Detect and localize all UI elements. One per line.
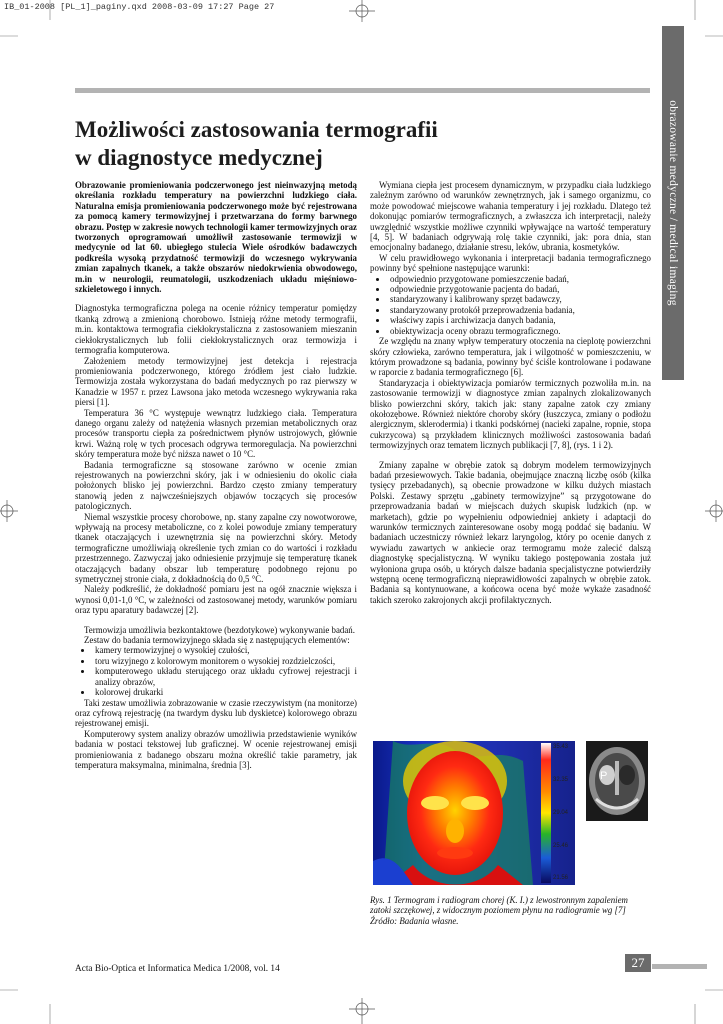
paragraph: Należy podkreślić, że dokładność pomiaru jest na ogół znacznie większa i wynosi 0,01-1,0 °C, w zależności od zastosowanej metody, warunków pomiaru oraz typu aparatury badawczej [2]. <box>75 584 357 616</box>
caption-text: Rys. 1 Termogram i radiogram chorej (K. I.) z lewostronnym zapaleniem zatoki szczękowej, z widocznym poziomem płynu na radiogramie wg [7] <box>370 895 628 916</box>
equipment-list <box>75 645 357 697</box>
figure-1 <box>370 739 651 885</box>
paragraph: Założeniem metody termowizyjnej jest detekcja i rejestracja promieniowania podczerwonego, którego źródłem jest ciało ludzkie. Termowizja została wykorzystana do badań medycznych po raz pierwszy w Kanadzie w 1957 r. przez Lawsona jako metoda wczesnego wykrywania raka piersi [1]. <box>75 355 357 408</box>
xray-marker: P <box>600 770 608 782</box>
list-item: • standaryzowany protokół przeprowadzenia badania, <box>388 305 651 315</box>
section-tab-label: obrazowanie medyczne / medical imaging <box>667 100 679 306</box>
footer-rule <box>652 964 707 969</box>
scale-label: 25.46 <box>553 843 569 849</box>
scale-label: 35.43 <box>553 744 569 750</box>
paragraph: Komputerowy system analizy obrazów umożliwia przedstawienie wyników badania w postaci tekstowej lub graficznej. W ocenie rejestrowanej emisji promieniowania z badanego obszaru można określić takie parametry, jak temperatura maksymalna, minimalna, średnia [3]. <box>75 728 357 770</box>
radiogram-image <box>586 741 648 821</box>
left-column <box>75 180 357 770</box>
right-column <box>370 180 651 605</box>
list-item: • standaryzowany i kalibrowany sprzęt badawczy, <box>388 294 651 304</box>
abstract: Obrazowanie promieniowania podczerwonego jest nieinwazyjną metodą określania rozkładu temperatury na powierzchni ludzkiego ciała. Naturalna emisja promieniowania podczerwonego może być rejestrowana za pomocą kamery termowizyjnej i przetwarzana do formy barwnego obrazu. Postęp w zakresie nowych technologii kamer termowizyjnych oraz tworzonych oprogramowań umożliwił zastosowanie termowizji w medycynie od lat 60. ubiegłego stulecia Wiele ośrodków badawczych podkreśla wysoką przydatność termowizji do wczesnego wykrywania zmian zapalnych tkanek, a także obszarów niedokrwienia obwodowego, m.in w neurologii, reumatologii, uszkodzeniach układu mięśniowo-szkieletowego i innych. <box>75 180 357 295</box>
list-item: • właściwy zapis i archiwizacja danych badania, <box>388 315 651 325</box>
title-line-1: Możliwości zastosowania termografii <box>75 117 438 142</box>
paragraph: Niemal wszystkie procesy chorobowe, np. stany zapalne czy nowotworowe, wpływają na procesy metaboliczne, co z kolei powoduje zmiany temperatury tkanek otaczających i uzewnętrznia się na powierzchni skóry. Metody termograficzne umożliwiają określenie tych zmian co do wartości i rozkładu przestrzennego. Zazwyczaj jako odniesienie przyjmuje się temperaturę tkanek otaczających badany obszar lub temperaturę podobnego rejonu po symetrycznej stronie ciała, z dokładnością do 0,5 °C. <box>75 511 357 585</box>
paragraph: Ze względu na znany wpływ temperatury otoczenia na cieplotę powierzchni skóry człowieka, zarówno temperatura, jak i wilgotność w pomieszczeniu, w którym prowadzone są badania, powinny być ściśle kontrolowane i podawane w raporcie z badania termograficznego [6]. <box>370 336 651 378</box>
list-item: • komputerowego układu sterującego oraz układu cyfrowej rejestracji i analizy obrazów, <box>93 666 357 687</box>
header-rule <box>75 88 650 93</box>
paragraph: Wymiana ciepła jest procesem dynamicznym, w przypadku ciała ludzkiego zależnym zarówno od warunków zewnętrznych, jak i samego organizmu, co może powodować miejscowe wahania temperatury i jej rozkładu. Dlatego też dokonując pomiarów termograficznych, a zwłaszcza ich interpretacji, należy uwzględnić wszystkie możliwe czynniki wpływające na wartość temperatury [4, 5]. W badaniach odgrywają rolę takie czynniki, jak: pora dnia, stan emocjonalny badanego, działanie stresu, leków, ubrania, kosmetyków. <box>370 180 651 253</box>
list-item: • kamery termowizyjnej o wysokiej czułości, <box>93 645 357 655</box>
paragraph: Taki zestaw umożliwia zobrazowanie w czasie rzeczywistym (na monitorze) oraz cyfrową rejestrację (na twardym dysku lub dyskietce) kolorowego obrazu rejestrowanej emisji. <box>75 697 357 729</box>
scale-label: 29.04 <box>553 810 569 816</box>
journal-footer: Acta Bio-Optica et Informatica Medica 1/2008, vol. 14 <box>75 964 280 974</box>
scale-label: 32.35 <box>553 777 569 783</box>
figure-caption <box>370 895 651 926</box>
paragraph: Badania termograficzne są stosowane zarówno w ocenie zmian rejestrowanych na powierzchni skóry, jak i w odniesieniu do okolic ciała położonych blisko jej powierzchni. Bardzo często zmiany temperatury stanowią jeden z najwcześniejszych objawów toczących się procesów patologicznych. <box>75 459 357 512</box>
list-item: • obiektywizacja oceny obrazu termograficznego. <box>388 326 651 336</box>
title-line-2: w diagnostyce medycznej <box>75 145 323 170</box>
paragraph: Standaryzacja i obiektywizacja pomiarów termicznych pozwoliła m.in. na zastosowanie termowizji w diagnostyce zmian zapalnych zlokalizowanych blisko powierzchni skóry, takich jak: stany zapalne zatok czy zmiany okołozębowe. Również niektóre choroby skóry (łuszczyca, zmiany o podłożu alergicznym, sklerodermia) i tkanki podskórnej (nacieki zapalne, ropnie, stopa cukrzycowa) są przykładem klinicznych możliwości zastosowania badań termowizyjnych oraz tematem licznych publikacji [7, 8], (rys. 1 i 2). <box>370 377 651 451</box>
list-item: • odpowiednio przygotowane pomieszczenie badań, <box>388 274 651 284</box>
print-slug: IB_01-2008 [PL_1]_paginy.qxd 2008-03-09 17:27 Page 27 <box>4 2 275 12</box>
paragraph: Temperatura 36 °C występuje wewnątrz ludzkiego ciała. Temperatura danego organu zależy od natężenia własnych przemian metabolicznych oraz procesów transportu ciepła za pośrednictwem płynów ustrojowych, głównie krwi. Ważną rolę w tych procesach odgrywa termoregulacja. Na powierzchni skóry temperatura może być niższa nawet o 10 °C. <box>75 407 357 460</box>
list-item: • kolorowej drukarki <box>93 687 357 697</box>
scale-label: 21.56 <box>553 875 569 881</box>
temperature-scale <box>541 743 551 883</box>
paragraph: Zmiany zapalne w obrębie zatok są dobrym modelem termowizyjnych badań przesiewowych. Takie badania, obejmujące znaczną liczbę osób (kilka tysięcy przebadanych), są obecnie prowadzone w kilku dużych miastach Polski. Zestawy sprzętu „gabinety termowizyjne” są przygotowane do przeprowadzania badań w miejscach dużych skupisk ludzkich (np. w marketach), gdzie po wypełnieniu odpowiedniej ankiety i adaptacji do warunków termicznych zainteresowane osoby mogą poddać się badaniu. W badaniach uczestniczy również lekarz laryngolog, który po ocenie danych z wywiadu zawartych w ankiecie oraz termogramu może zalecić dalszą diagnostykę specjalistyczną. W wyniku takiego postępowania została już wyłoniona grupa osób, u których dalsze badania specjalistyczne potwierdziły wstępną ocenę termograficzną nieprawidłowości zapalnych w obrębie zatok. Badania są kontynuowane, a końcowa ocena być może wykaże zasadność takich szeroko zakrojonych akcji profilaktycznych. <box>370 459 651 605</box>
caption-source: Źródło: Badania własne. <box>370 915 459 926</box>
page-number: 27 <box>631 955 645 970</box>
page-number-box <box>625 954 651 972</box>
paragraph: Diagnostyka termograficzna polega na ocenie różnicy temperatur pomiędzy tkanką zdrową a zmienioną chorobowo. Istnieją różne metody termografii, m.in. kontaktowa termografia ciekłokrystaliczna z zastosowaniem mieszanin ciekłokrystalicznych lub folii ciekłokrystalicznych oraz termowizja i termografia komputerowa. <box>75 303 357 356</box>
list-item: • odpowiednie przygotowanie pacjenta do badań, <box>388 284 651 294</box>
list-item: • toru wizyjnego z kolorowym monitorem o wysokiej rozdzielczości, <box>93 656 357 666</box>
thermogram-image <box>373 741 575 885</box>
article-title <box>75 116 495 172</box>
paragraph: W celu prawidłowego wykonania i interpretacji badania termograficznego powinny być spełnione następujące warunki: <box>370 252 651 274</box>
section-tab <box>662 26 684 380</box>
paragraph: Zestaw do badania termowizyjnego składa się z następujących elementów: <box>84 635 350 646</box>
paragraph: Termowizja umożliwia bezkontaktowe (bezdotykowe) wykonywanie badań. <box>84 624 355 635</box>
conditions-list <box>370 274 651 336</box>
